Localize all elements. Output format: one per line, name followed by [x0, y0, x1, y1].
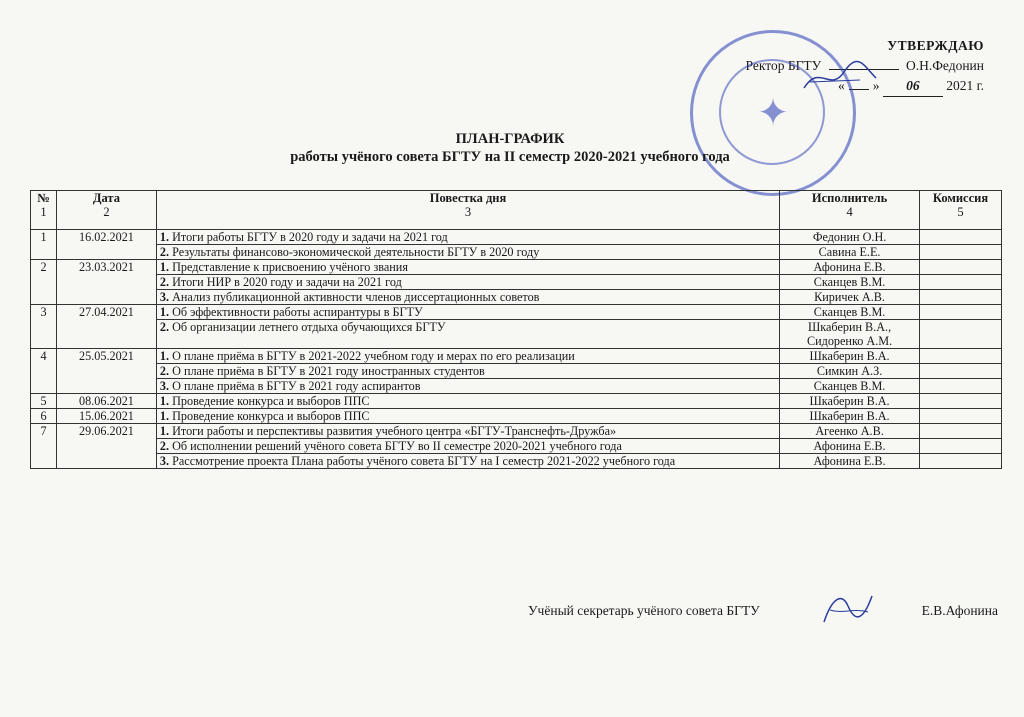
commission-cell — [920, 379, 1002, 394]
agenda-item-text: Результаты финансово-экономической деятельности БГТУ в 2020 году — [172, 245, 540, 259]
rector-label: Ректор БГТУ — [745, 58, 822, 73]
executor: Афонина Е.В. — [780, 454, 920, 469]
executor: Киричек А.В. — [780, 290, 920, 305]
table-header-row — [31, 191, 1002, 230]
title-line-2: работы учёного совета БГТУ на II семестр 2020-2021 учебного года — [290, 149, 730, 165]
agenda-item-text: О плане приёма в БГТУ в 2021 году аспирантов — [172, 379, 421, 393]
agenda-item-number: 1. — [159, 305, 170, 319]
agenda-item-number: 1. — [159, 230, 170, 244]
meeting-number: 1 — [31, 230, 57, 260]
commission-cell — [920, 290, 1002, 305]
agenda-item-text: Представление к присвоению учёного звания — [172, 260, 408, 274]
executor: Федонин О.Н. — [780, 230, 920, 245]
agenda-item-number: 2. — [159, 320, 170, 334]
executor: Сканцев В.М. — [780, 379, 920, 394]
meeting-number: 7 — [31, 424, 57, 469]
table-row — [31, 275, 1002, 290]
commission-cell — [920, 409, 1002, 424]
agenda-item-text: Об исполнении решений учёного совета БГТУ во II семестре 2020-2021 учебного года — [172, 439, 622, 453]
table-row — [31, 320, 1002, 349]
agenda-item — [156, 260, 779, 275]
date-year: 2021 г. — [946, 78, 984, 93]
table-row — [31, 260, 1002, 275]
commission-cell — [920, 424, 1002, 439]
meeting-number: 4 — [31, 349, 57, 394]
meeting-date: 25.05.2021 — [56, 349, 156, 394]
header-executor: Исполнитель 4 — [780, 191, 920, 230]
agenda-item-number: 2. — [159, 245, 170, 259]
schedule-body — [31, 230, 1002, 469]
secretary-title: Учёный секретарь учёного совета БГТУ — [528, 603, 760, 618]
executor: Шкаберин В.А. — [780, 394, 920, 409]
meeting-date: 08.06.2021 — [56, 394, 156, 409]
secretary-name: Е.В.Афонина — [921, 603, 998, 618]
table-row — [31, 439, 1002, 454]
agenda-item — [156, 305, 779, 320]
agenda-item-number: 2. — [159, 439, 170, 453]
agenda-item-number: 3. — [159, 290, 170, 304]
rector-signature-icon — [800, 58, 880, 98]
agenda-item-number: 1. — [159, 349, 170, 363]
date-close-quote: » — [872, 78, 880, 93]
agenda-item-number: 2. — [159, 275, 170, 289]
executor: Шкаберин В.А. — [780, 409, 920, 424]
commission-cell — [920, 260, 1002, 275]
executor: Афонина Е.В. — [780, 260, 920, 275]
agenda-item — [156, 230, 779, 245]
commission-cell — [920, 394, 1002, 409]
commission-cell — [920, 305, 1002, 320]
approval-heading: УТВЕРЖДАЮ — [887, 38, 984, 53]
meeting-number: 5 — [31, 394, 57, 409]
agenda-item — [156, 364, 779, 379]
agenda-item-number: 1. — [159, 409, 170, 423]
meeting-number: 6 — [31, 409, 57, 424]
table-row — [31, 454, 1002, 469]
agenda-item — [156, 275, 779, 290]
agenda-item-number: 2. — [159, 364, 170, 378]
agenda-item-number: 1. — [159, 424, 170, 438]
agenda-item — [156, 424, 779, 439]
executor: Шкаберин В.А., Сидоренко А.М. — [780, 320, 920, 349]
commission-cell — [920, 439, 1002, 454]
table-row — [31, 364, 1002, 379]
table-row — [31, 379, 1002, 394]
commission-cell — [920, 230, 1002, 245]
executor: Симкин А.З. — [780, 364, 920, 379]
agenda-item — [156, 245, 779, 260]
commission-cell — [920, 245, 1002, 260]
agenda-item-text: Итоги работы и перспективы развития учебного центра «БГТУ-Транснефть-Дружба» — [172, 424, 617, 438]
agenda-item-text: Об организации летнего отдыха обучающихся БГТУ — [172, 320, 446, 334]
header-agenda: Повестка дня 3 — [156, 191, 779, 230]
agenda-item — [156, 379, 779, 394]
executor: Савина Е.Е. — [780, 245, 920, 260]
executor: Афонина Е.В. — [780, 439, 920, 454]
agenda-item — [156, 439, 779, 454]
header-number: № 1 — [31, 191, 57, 230]
agenda-item-text: Проведение конкурса и выборов ППС — [172, 394, 370, 408]
commission-cell — [920, 275, 1002, 290]
meeting-number: 3 — [31, 305, 57, 349]
table-row — [31, 424, 1002, 439]
date-open-quote: « — [837, 78, 845, 93]
date-month: 06 — [883, 76, 943, 97]
meeting-date: 29.06.2021 — [56, 424, 156, 469]
executor: Шкаберин В.А. — [780, 349, 920, 364]
table-row — [31, 230, 1002, 245]
agenda-item — [156, 349, 779, 364]
table-row — [31, 245, 1002, 260]
agenda-item — [156, 409, 779, 424]
table-row — [31, 394, 1002, 409]
agenda-item-text: Об эффективности работы аспирантуры в БГТУ — [172, 305, 423, 319]
agenda-item-text: Итоги работы БГТУ в 2020 году и задачи на 2021 год — [172, 230, 448, 244]
official-seal-icon — [690, 30, 856, 196]
agenda-item-text: О плане приёма в БГТУ в 2021-2022 учебном году и мерах по его реализации — [172, 349, 575, 363]
agenda-item-number: 3. — [159, 454, 170, 468]
executor: Сканцев В.М. — [780, 305, 920, 320]
eagle-emblem-icon: ✦ — [757, 92, 789, 135]
table-row — [31, 409, 1002, 424]
agenda-item-text: О плане приёма в БГТУ в 2021 году иностранных студентов — [172, 364, 485, 378]
commission-cell — [920, 349, 1002, 364]
agenda-item — [156, 320, 779, 349]
agenda-item-number: 1. — [159, 394, 170, 408]
title-line-1: ПЛАН-ГРАФИК — [455, 131, 565, 147]
agenda-item-text: Итоги НИР в 2020 году и задачи на 2021 год — [172, 275, 402, 289]
rector-name: О.Н.Федонин — [905, 58, 984, 73]
header-commission: Комиссия 5 — [920, 191, 1002, 230]
agenda-item-number: 3. — [159, 379, 170, 393]
agenda-item-text: Проведение конкурса и выборов ППС — [172, 409, 370, 423]
meeting-number: 2 — [31, 260, 57, 305]
executor: Сканцев В.М. — [780, 275, 920, 290]
meeting-date: 15.06.2021 — [56, 409, 156, 424]
agenda-item-text: Рассмотрение проекта Плана работы учёного совета БГТУ на I семестр 2021-2022 учебного года — [172, 454, 676, 468]
agenda-item — [156, 290, 779, 305]
agenda-item — [156, 454, 779, 469]
agenda-item-number: 1. — [159, 260, 170, 274]
meeting-date: 27.04.2021 — [56, 305, 156, 349]
meeting-date: 16.02.2021 — [56, 230, 156, 260]
secretary-signature-icon — [818, 588, 878, 628]
meeting-date: 23.03.2021 — [56, 260, 156, 305]
commission-cell — [920, 320, 1002, 349]
table-row — [31, 290, 1002, 305]
commission-cell — [920, 364, 1002, 379]
table-row — [31, 305, 1002, 320]
executor: Агеенко А.В. — [780, 424, 920, 439]
agenda-item-text: Анализ публикационной активности членов диссертационных советов — [172, 290, 540, 304]
schedule-table — [30, 190, 1002, 469]
header-date: Дата 2 — [56, 191, 156, 230]
agenda-item — [156, 394, 779, 409]
table-row — [31, 349, 1002, 364]
document-title — [200, 130, 820, 166]
commission-cell — [920, 454, 1002, 469]
